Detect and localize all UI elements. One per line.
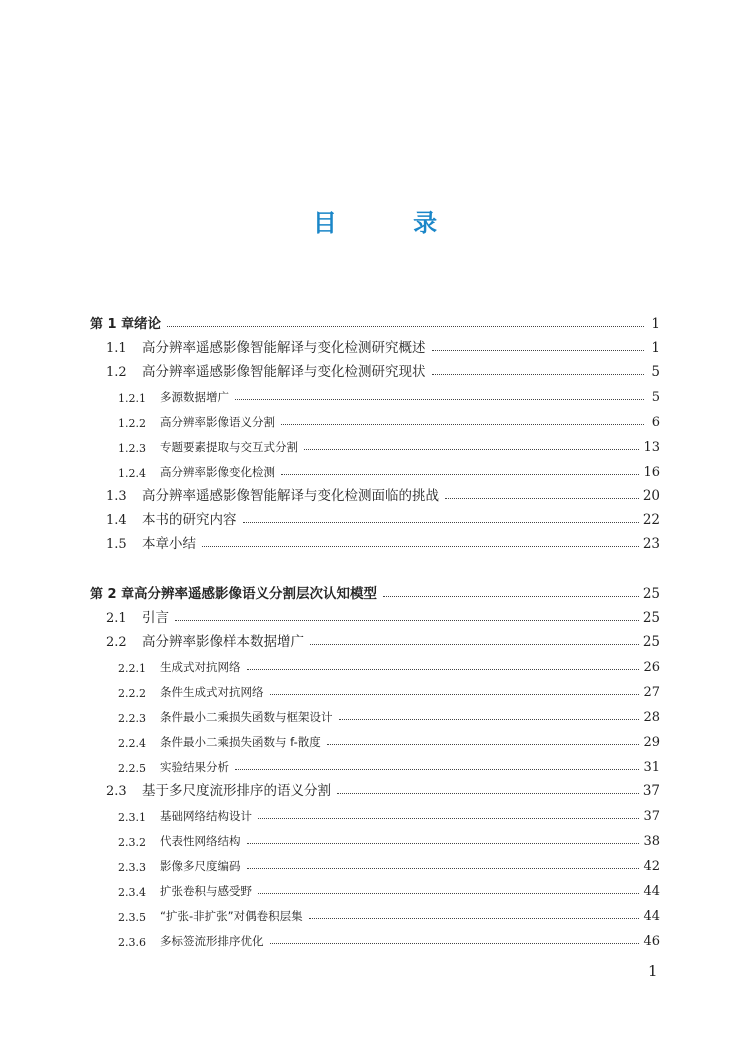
leader-dots [309,918,640,919]
entry-number: 2.2 [106,635,127,650]
toc-entry-1-2-1[interactable] [90,383,660,405]
entry-number: 1.4 [106,513,127,528]
entry-number: 2.3.1 [118,811,146,824]
entry-number: 1.5 [106,537,127,552]
entry-title: 条件生成式对抗网络 [160,685,264,699]
entry-number: 1.2.2 [118,417,146,430]
entry-title: 多标签流形排序优化 [160,934,264,948]
leader-dots [383,596,639,597]
entry-number: 第 1 章 [90,317,135,332]
entry-page: 1 [651,340,660,356]
leader-dots [432,374,645,375]
entry-number: 2.2.2 [118,687,146,700]
toc-entry-2-3-4[interactable] [90,877,660,899]
entry-title: 高分辨率影像变化检测 [160,465,275,479]
toc-entry-2-3-2[interactable] [90,827,660,849]
leader-dots [243,522,639,523]
leader-dots [270,694,640,695]
page-number: 1 [648,962,658,980]
entry-number: 2.2.4 [118,737,146,750]
leader-dots [175,620,639,621]
toc-entry-1-5[interactable] [90,530,660,552]
entry-title: 高分辨率遥感影像智能解译与变化检测研究概述 [142,340,426,356]
entry-title: 本章小结 [142,536,196,552]
toc-entry-2-3[interactable] [90,777,660,799]
toc-entry-2-3-5[interactable] [90,902,660,924]
entry-title: 代表性网络结构 [160,834,241,848]
entry-page: 44 [643,909,660,924]
entry-title: “扩张-非扩张”对偶卷积层集 [160,909,303,923]
toc-entry-1-4[interactable] [90,506,660,528]
entry-page: 22 [642,512,660,528]
toc-entry-1-2-3[interactable] [90,433,660,455]
leader-dots [235,769,639,770]
entry-page: 37 [643,809,660,824]
toc-entry-1-2[interactable] [90,358,660,380]
entry-page: 13 [643,440,660,455]
leader-dots [235,399,644,400]
leader-dots [247,868,640,869]
entry-title: 基础网络结构设计 [160,809,252,823]
leader-dots [202,546,639,547]
entry-number: 2.1 [106,611,127,626]
toc-title: 目 录 [312,209,472,237]
toc-entry-1-2-2[interactable] [90,408,660,430]
entry-title: 影像多尺度编码 [160,859,241,873]
entry-title: 高分辨率影像样本数据增广 [142,634,304,650]
entry-title: 条件最小二乘损失函数与 f-散度 [160,735,321,749]
entry-page: 5 [651,390,660,405]
entry-number: 2.3.4 [118,886,146,899]
entry-number: 1.2.3 [118,442,146,455]
leader-dots [327,744,640,745]
leader-dots [445,498,639,499]
leader-dots [258,893,639,894]
entry-title: 本书的研究内容 [142,512,237,528]
toc-entry-chapter-1[interactable] [90,310,660,332]
toc-entry-1-3[interactable] [90,482,660,504]
entry-page: 16 [643,465,660,480]
entry-page: 26 [643,660,660,675]
entry-page: 42 [643,859,660,874]
entry-number: 2.3.6 [118,936,146,949]
leader-dots [270,943,640,944]
leader-dots [167,326,644,327]
leader-dots [247,669,640,670]
entry-page: 20 [642,488,660,504]
entry-title: 高分辨率遥感影像语义分割层次认知模型 [134,586,377,602]
entry-page: 28 [643,710,660,725]
leader-dots [281,424,644,425]
entry-page: 23 [642,536,660,552]
entry-title: 高分辨率遥感影像智能解译与变化检测面临的挑战 [142,488,439,504]
toc-entry-2-2-1[interactable] [90,653,660,675]
entry-page: 27 [643,685,660,700]
leader-dots [337,793,639,794]
leader-dots [258,818,639,819]
entry-page: 25 [642,634,660,650]
entry-number: 1.2.1 [118,392,146,405]
entry-number: 2.3.2 [118,836,146,849]
entry-title: 生成式对抗网络 [160,660,241,674]
entry-title: 引言 [142,610,169,626]
entry-number: 1.2 [106,365,127,380]
leader-dots [247,843,640,844]
entry-page: 44 [643,884,660,899]
entry-number: 2.3.5 [118,911,146,924]
entry-title: 条件最小二乘损失函数与框架设计 [160,710,333,724]
toc-entry-1-1[interactable] [90,334,660,356]
entry-title: 实验结果分析 [160,760,229,774]
entry-title: 扩张卷积与感受野 [160,884,252,898]
entry-page: 1 [651,316,660,332]
entry-page: 29 [643,735,660,750]
leader-dots [432,350,645,351]
entry-title: 高分辨率遥感影像智能解译与变化检测研究现状 [142,364,426,380]
leader-dots [310,644,639,645]
leader-dots [304,449,639,450]
toc-entry-2-2[interactable] [90,628,660,650]
toc-entry-chapter-2[interactable] [90,580,660,602]
entry-page: 25 [642,610,660,626]
toc-entry-2-3-1[interactable] [90,802,660,824]
toc-entry-2-1[interactable] [90,604,660,626]
toc-entry-1-2-4[interactable] [90,458,660,480]
entry-page: 37 [642,783,660,799]
entry-page: 38 [643,834,660,849]
entry-page: 46 [643,934,660,949]
entry-page: 6 [651,415,660,430]
entry-number: 2.2.5 [118,762,146,775]
entry-number: 1.1 [106,341,127,356]
leader-dots [281,474,639,475]
entry-title: 专题要素提取与交互式分割 [160,440,298,454]
toc-entry-2-3-3[interactable] [90,852,660,874]
leader-dots [339,719,640,720]
entry-number: 2.3 [106,784,127,799]
entry-page: 5 [651,364,660,380]
entry-title: 绪论 [134,316,161,332]
entry-title: 多源数据增广 [160,390,229,404]
entry-number: 2.2.1 [118,662,146,675]
entry-number: 1.2.4 [118,467,146,480]
toc-entry-2-2-2[interactable] [90,678,660,700]
toc-entry-2-2-3[interactable] [90,703,660,725]
toc-entry-2-3-6[interactable] [90,927,660,949]
entry-number: 第 2 章 [90,587,135,602]
toc-entry-2-2-4[interactable] [90,728,660,750]
entry-number: 1.3 [106,489,127,504]
entry-title: 基于多尺度流形排序的语义分割 [142,783,331,799]
entry-page: 25 [642,586,660,602]
toc-entry-2-2-5[interactable] [90,753,660,775]
entry-number: 2.2.3 [118,712,146,725]
entry-number: 2.3.3 [118,861,146,874]
entry-page: 31 [643,760,660,775]
entry-title: 高分辨率影像语义分割 [160,415,275,429]
